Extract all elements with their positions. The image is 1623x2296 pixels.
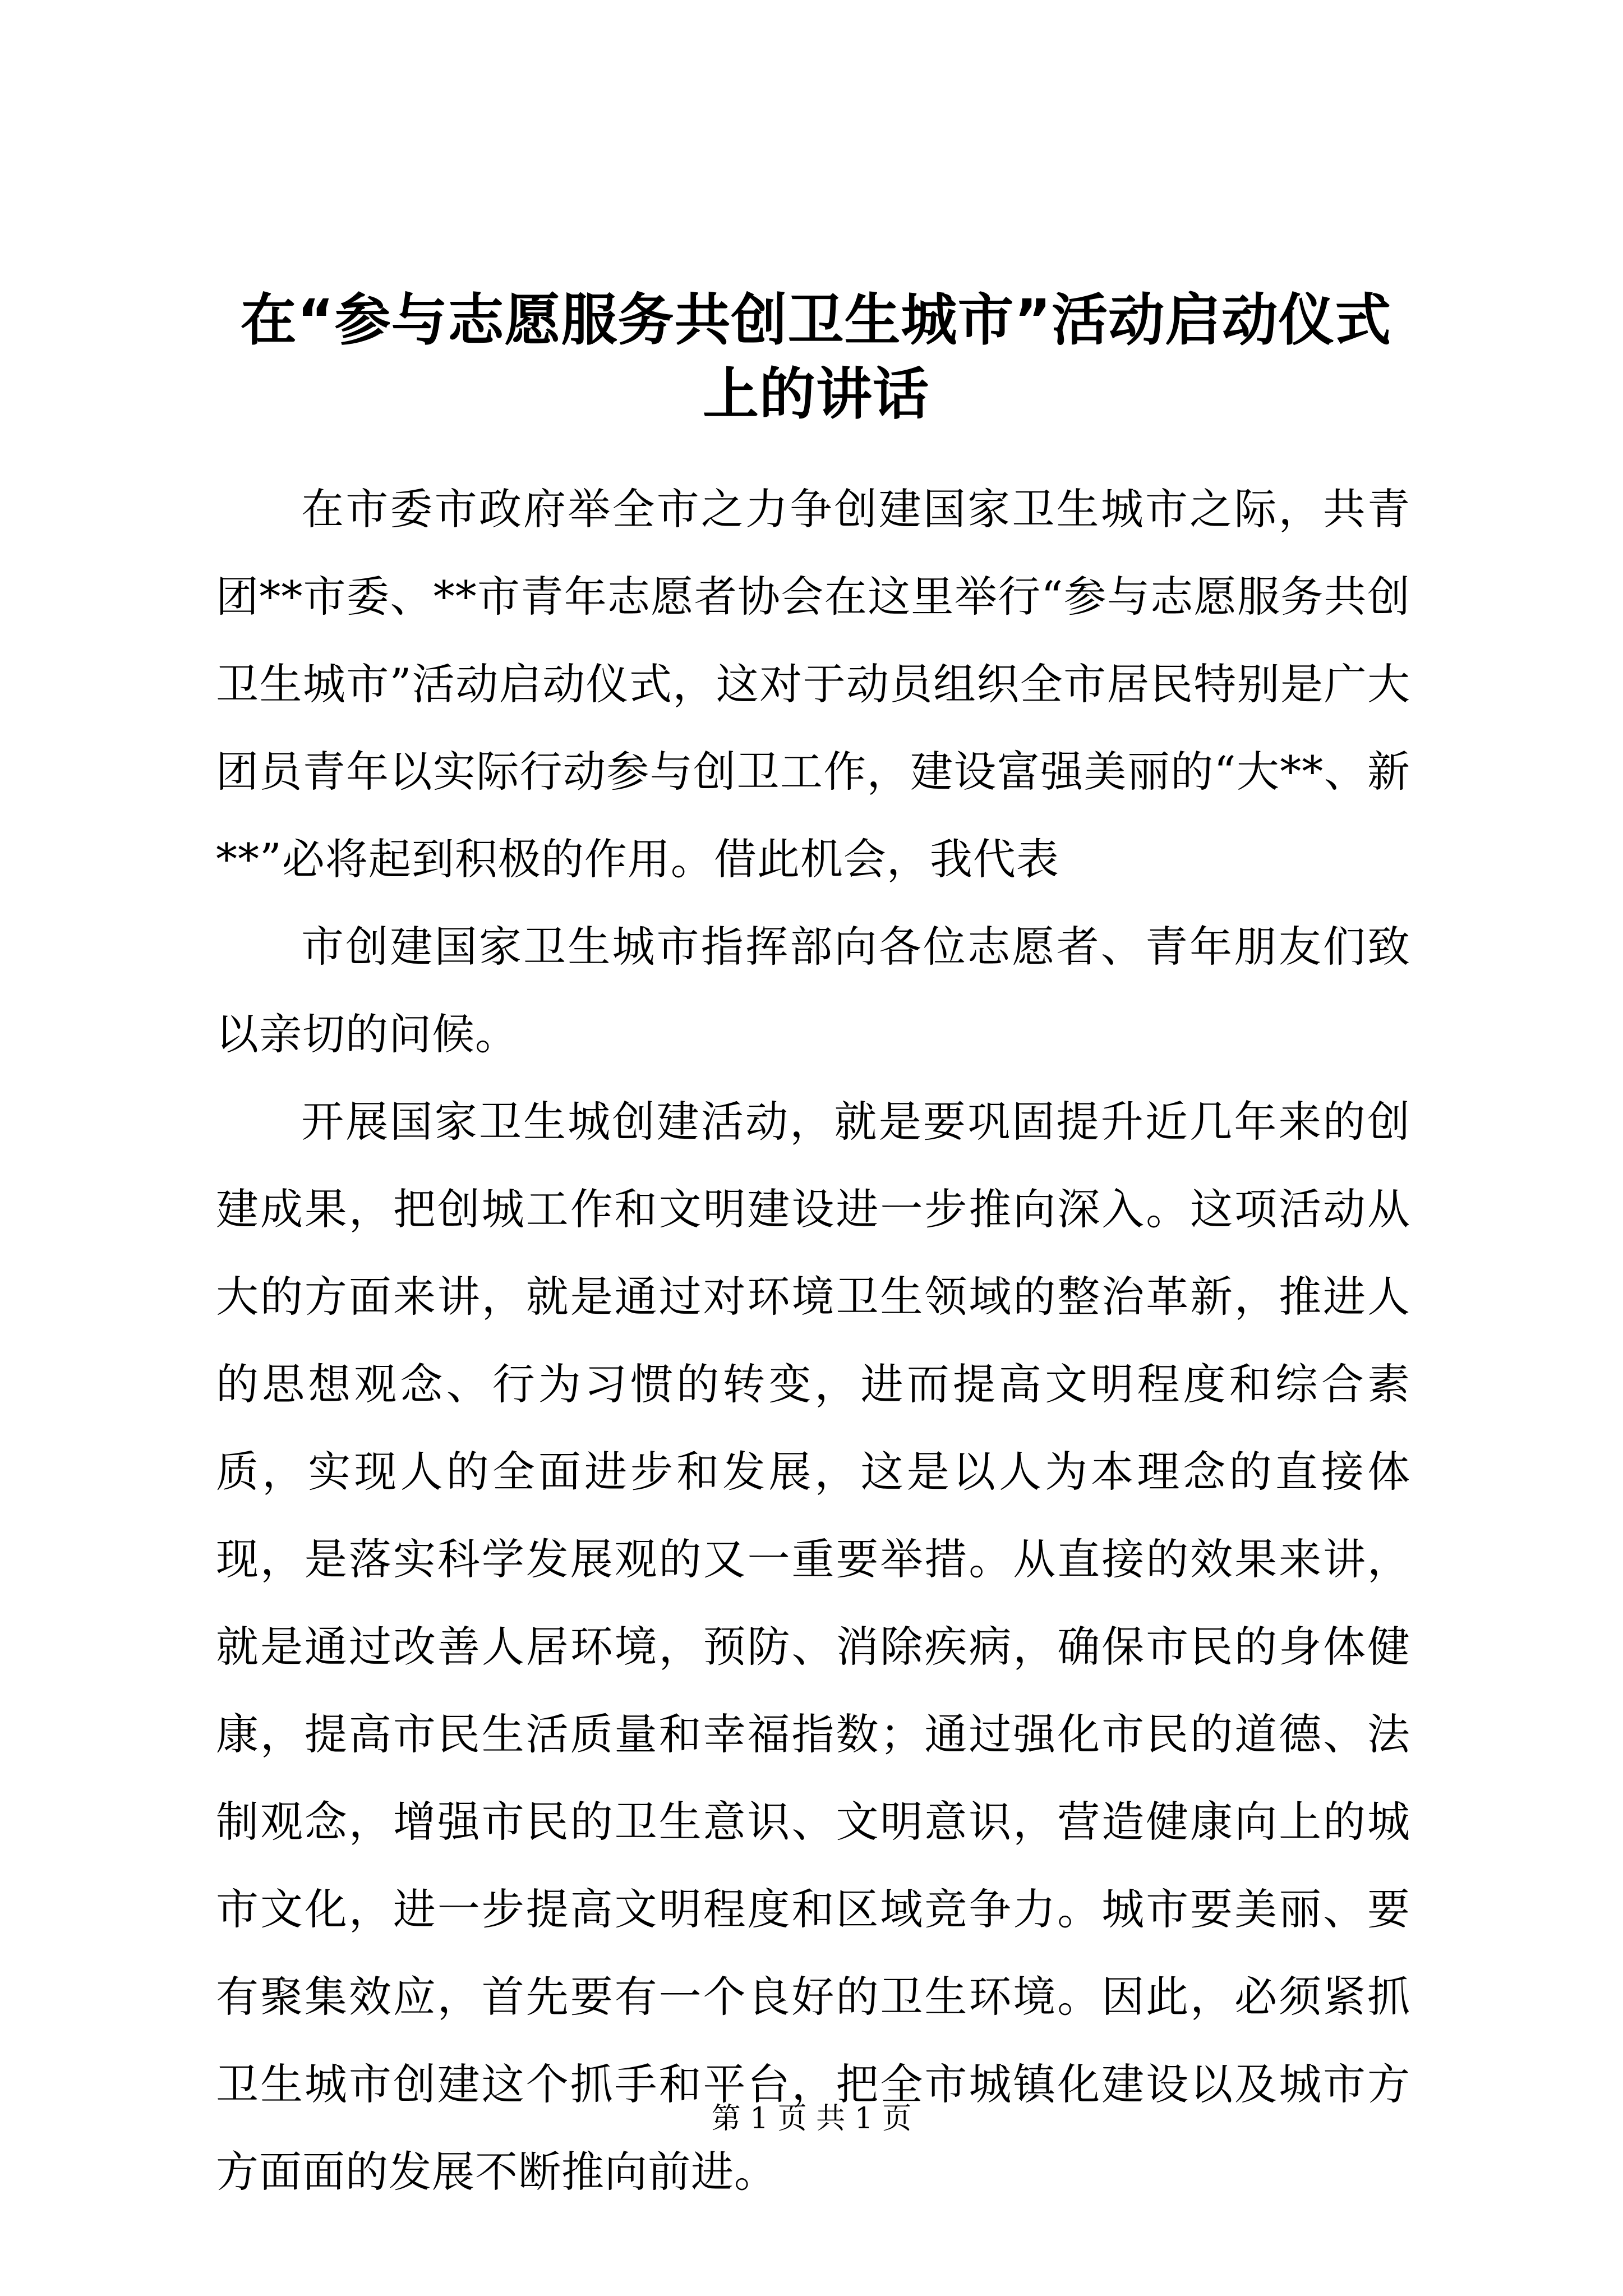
document-body: [216, 466, 1410, 2216]
paragraph-1: 在市委市政府举全市之力争创建国家卫生城市之际，共青团**市委、**市青年志愿者协会在这里举行“参与志愿服务共创卫生城市”活动启动仪式，这对于动员组织全市居民特别是广大团员青年以实际行动参与创卫工作，建设富强美丽的“大**、新**”必将起到积极的作用。借此机会，我代表: [216, 484, 1410, 884]
paragraph-3: 开展国家卫生城创建活动，就是要巩固提升近几年来的创建成果，把创城工作和文明建设进一步推向深入。这项活动从大的方面来讲，就是通过对环境卫生领域的整治革新，推进人的思想观念、行为习惯的转变，进而提高文明程度和综合素质，实现人的全面进步和发展，这是以人为本理念的直接体现，是落实科学发展观的又一重要举措。从直接的效果来讲，就是通过改善人居环境，预防、消除疾病，确保市民的身体健康，提高市民生活质量和幸福指数；通过强化市民的道德、法制观念，增强市民的卫生意识、文明意识，营造健康向上的城市文化，进一步提高文明程度和区域竞争力。城市要美丽、要有聚集效应，首先要有一个良好的卫生环境。因此，必须紧抓卫生城市创建这个抓手和平台，把全市城镇化建设以及城市方方面面的发展不断推向前进。: [216, 1097, 1410, 2197]
page-number-footer: 第 1 页 共 1 页: [711, 2102, 912, 2136]
paragraph-2: 市创建国家卫生城市指挥部向各位志愿者、青年朋友们致以亲切的问候。: [216, 922, 1410, 1059]
document-title: 在“参与志愿服务共创卫生城市”活动启动仪式上的讲话: [240, 287, 1392, 427]
